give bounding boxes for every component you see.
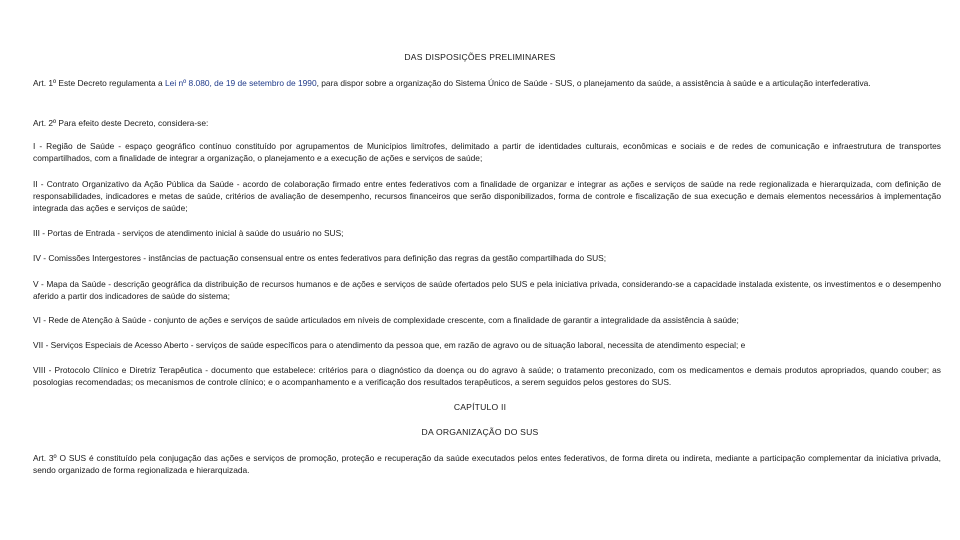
item-iv: IV - Comissões Intergestores - instâncias de pactuação consensual entre os entes federativos para definição das regras da gestão compartilhada do SUS; (33, 253, 607, 263)
article-1 (33, 77, 941, 89)
article-1-prefix: Art. 1º Este Decreto regulamenta a (33, 78, 166, 88)
law-reference-link[interactable]: Lei nº 8.080, de 19 de setembro de 1990 (165, 78, 317, 88)
item-vi: VI - Rede de Atenção à Saúde - conjunto de ações e serviços de saúde articulados em níveis de complexidade crescente, com a finalidade de garantir a integralidade da assistência à saúde; (33, 315, 739, 325)
article-1-rest: , para dispor sobre a organização do Sistema Único de Saúde - SUS, o planejamento da saúde, a assistência à saúde e a articulação interfederativa. (316, 78, 871, 88)
item-viii: VIII - Protocolo Clínico e Diretriz Terapêutica - documento que estabelece: critérios para o diagnóstico da doença ou do agravo à saúde; o tratamento preconizado, com os medicamentos e demais produtos apropriados, quando couber; as posologias recomendadas; os mecanismos de controle clínico; e o acompanhamento e a verificação dos resultados terapêuticos, a serem seguidos pelos gestores do SUS. (33, 365, 941, 387)
item-i: I - Região de Saúde - espaço geográfico contínuo constituído por agrupamentos de Municípios limítrofes, delimitado a partir de identidades culturais, econômicas e sociais e de redes de comunicação e infraestrutura de transportes compartilhados, com a finalidade de integrar a organização, o planejamento e a execução de ações e serviços de saúde; (33, 141, 941, 163)
item-v: V - Mapa da Saúde - descrição geográfica da distribuição de recursos humanos e de ações e serviços de saúde ofertados pelo SUS e pela iniciativa privada, considerando-se a capacidade instalada existente, os investimentos e o desempenho aferido a partir dos indicadores de saúde do sistema; (33, 279, 941, 301)
item-iii: III - Portas de Entrada - serviços de atendimento inicial à saúde do usuário no SUS; (33, 228, 344, 238)
article-2: Art. 2º Para efeito deste Decreto, considera-se: (33, 118, 209, 128)
chapter-subtitle: DA ORGANIZAÇÃO DO SUS (421, 427, 539, 437)
item-ii: II - Contrato Organizativo da Ação Pública da Saúde - acordo de colaboração firmado entre entes federativos com a finalidade de organizar e integrar as ações e serviços de saúde na rede regionalizada e hierarquizada, com definição de responsabilidades, indicadores e metas de saúde, critérios de avaliação de desempenho, recursos financeiros que serão disponibilizados, forma de controle e fiscalização de sua execução e demais elementos necessários à implementação integrada das ações e serviços de saúde; (33, 179, 941, 213)
section-title: DAS DISPOSIÇÕES PRELIMINARES (404, 52, 556, 62)
chapter-title: CAPÍTULO II (453, 402, 507, 412)
item-vii: VII - Serviços Especiais de Acesso Aberto - serviços de saúde específicos para o atendimento da pessoa que, em razão de agravo ou de situação laboral, necessita de atendimento especial; e (33, 340, 746, 350)
article-3: Art. 3º O SUS é constituído pela conjugação das ações e serviços de promoção, proteção e recuperação da saúde executados pelos entes federativos, de forma direta ou indireta, mediante a participação complementar da iniciativa privada, sendo organizado de forma regionalizada e hierarquizada. (33, 453, 941, 475)
